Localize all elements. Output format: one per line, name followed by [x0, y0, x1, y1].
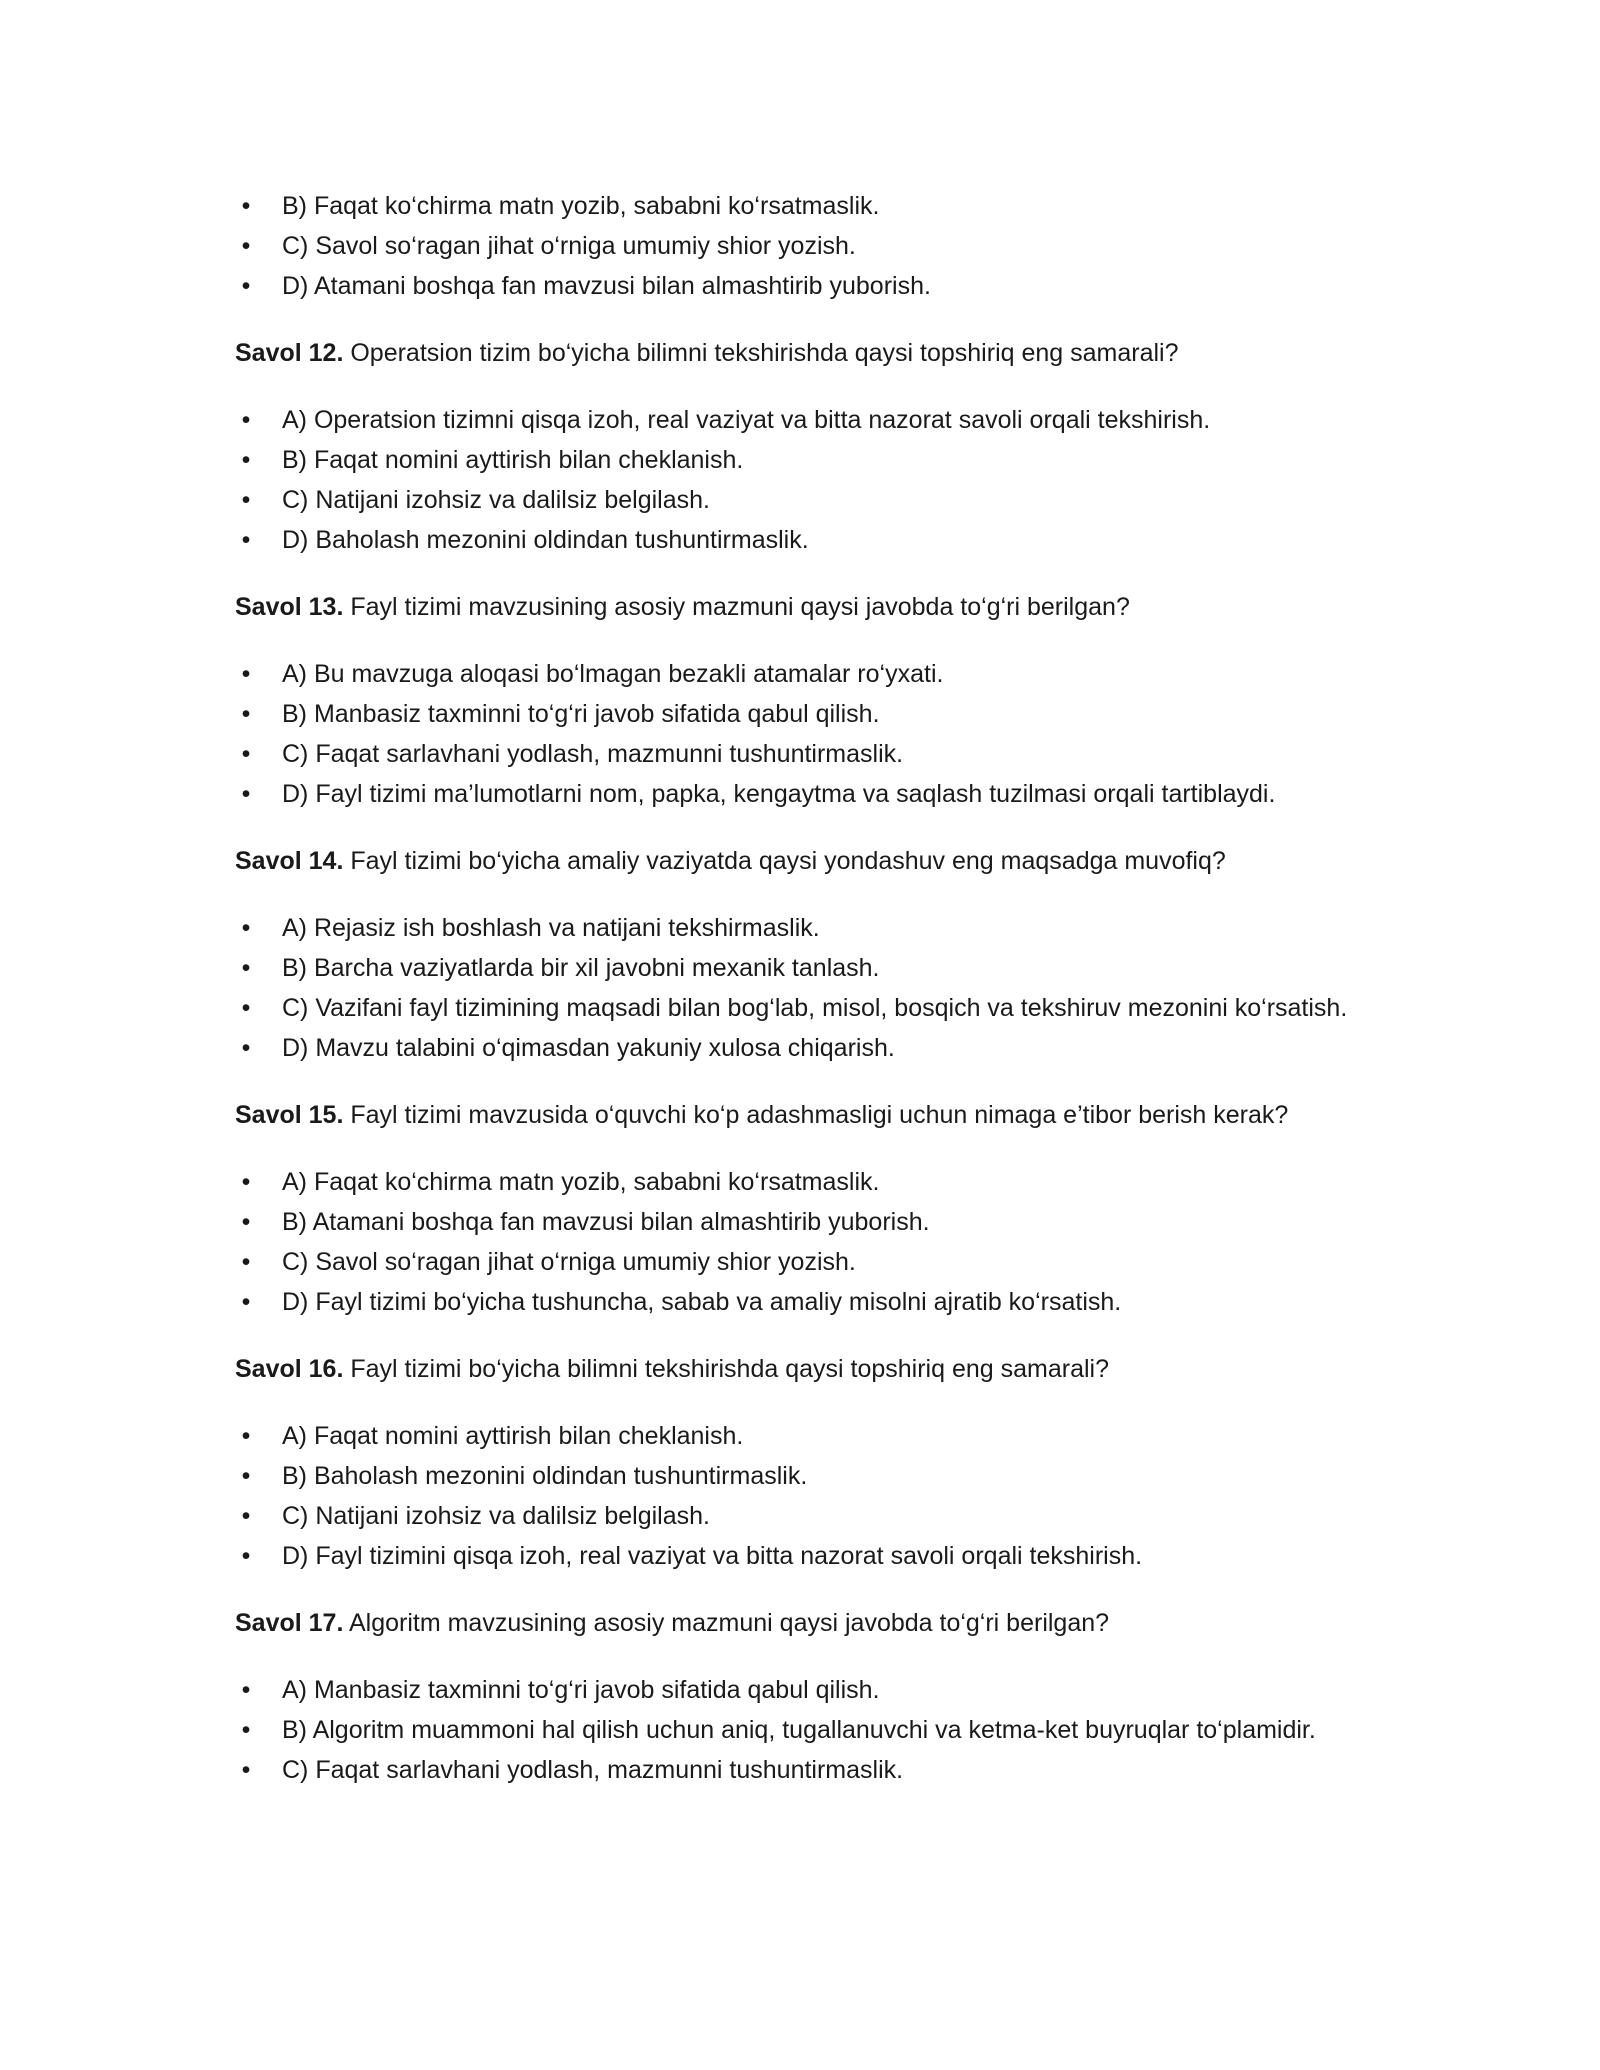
option-text: A) Faqat nomini ayttirish bilan cheklanish. — [282, 1422, 744, 1450]
bullet-icon: • — [241, 446, 251, 474]
option-text: C) Natijani izohsiz va dalilsiz belgilash. — [282, 486, 710, 514]
list-item — [235, 1750, 1365, 1790]
option-text: C) Savol so‘ragan jihat o‘rniga umumiy shior yozish. — [282, 232, 856, 260]
option-list — [235, 1162, 1365, 1322]
question-label: Savol 15. — [235, 1101, 344, 1129]
bullet-icon: • — [241, 1502, 251, 1530]
question-label: Savol 14. — [235, 847, 344, 875]
question-text: Fayl tizimi bo‘yicha amaliy vaziyatda qaysi yondashuv eng maqsadga muvofiq? — [343, 847, 1226, 875]
list-item — [235, 774, 1365, 814]
option-text: D) Fayl tizimini qisqa izoh, real vaziyat va bitta nazorat savoli orqali tekshirish. — [282, 1542, 1143, 1570]
list-item — [235, 266, 1365, 306]
question-17 — [235, 1603, 1365, 1643]
list-item — [235, 1496, 1365, 1536]
list-item — [235, 1456, 1365, 1496]
option-text: D) Baholash mezonini oldindan tushuntirmaslik. — [282, 526, 809, 554]
option-text: B) Faqat ko‘chirma matn yozib, sababni ko‘rsatmaslik. — [282, 192, 880, 220]
bullet-icon: • — [241, 994, 251, 1022]
bullet-icon: • — [241, 526, 251, 554]
option-list — [235, 400, 1365, 560]
question-label: Savol 12. — [235, 339, 344, 367]
question-text: Fayl tizimi bo‘yicha bilimni tekshirishda qaysi topshiriq eng samarali? — [343, 1355, 1109, 1383]
list-item — [235, 654, 1365, 694]
option-text: A) Rejasiz ish boshlash va natijani tekshirmaslik. — [282, 914, 820, 942]
bullet-icon: • — [241, 1288, 251, 1316]
option-text: B) Faqat nomini ayttirish bilan cheklanish. — [282, 446, 744, 474]
bullet-icon: • — [241, 1208, 251, 1236]
question-text: Fayl tizimi mavzusida o‘quvchi ko‘p adashmasligi uchun nimaga e’tibor berish kerak? — [343, 1101, 1289, 1129]
option-text: C) Vazifani fayl tizimining maqsadi bilan bog‘lab, misol, bosqich va tekshiruv mezonini ko‘rsatish. — [282, 994, 1348, 1022]
document-content — [235, 186, 1365, 1790]
list-item — [235, 1536, 1365, 1576]
list-item — [235, 226, 1365, 266]
option-list — [235, 908, 1365, 1068]
bullet-icon: • — [241, 660, 251, 688]
question-text: Algoritm mavzusining asosiy mazmuni qaysi javobda to‘g‘ri berilgan? — [343, 1609, 1110, 1637]
bullet-icon: • — [241, 1542, 251, 1570]
bullet-icon: • — [241, 1034, 251, 1062]
question-text: Operatsion tizim bo‘yicha bilimni tekshirishda qaysi topshiriq eng samarali? — [343, 339, 1179, 367]
bullet-icon: • — [241, 1168, 251, 1196]
list-item — [235, 988, 1365, 1028]
list-item — [235, 1202, 1365, 1242]
bullet-icon: • — [241, 486, 251, 514]
bullet-icon: • — [241, 1422, 251, 1450]
list-item — [235, 948, 1365, 988]
option-text: B) Manbasiz taxminni to‘g‘ri javob sifatida qabul qilish. — [282, 700, 880, 728]
option-text: A) Operatsion tizimni qisqa izoh, real vaziyat va bitta nazorat savoli orqali tekshirish. — [282, 406, 1211, 434]
option-list — [235, 1416, 1365, 1576]
list-item — [235, 1242, 1365, 1282]
option-text: C) Faqat sarlavhani yodlash, mazmunni tushuntirmaslik. — [282, 740, 904, 768]
option-text: D) Fayl tizimi bo‘yicha tushuncha, sabab va amaliy misolni ajratib ko‘rsatish. — [282, 1288, 1122, 1316]
list-item — [235, 440, 1365, 480]
bullet-icon: • — [241, 1676, 251, 1704]
question-13 — [235, 587, 1365, 627]
list-item — [235, 908, 1365, 948]
bullet-icon: • — [241, 740, 251, 768]
bullet-icon: • — [241, 1248, 251, 1276]
list-item — [235, 694, 1365, 734]
bullet-icon: • — [241, 1462, 251, 1490]
question-14 — [235, 841, 1365, 881]
bullet-icon: • — [241, 406, 251, 434]
option-text: B) Atamani boshqa fan mavzusi bilan almashtirib yuborish. — [282, 1208, 930, 1236]
question-text: Fayl tizimi mavzusining asosiy mazmuni qaysi javobda to‘g‘ri berilgan? — [343, 593, 1130, 621]
bullet-icon: • — [241, 272, 251, 300]
bullet-icon: • — [241, 1756, 251, 1784]
bullet-icon: • — [241, 232, 251, 260]
question-label: Savol 13. — [235, 593, 344, 621]
list-item — [235, 1710, 1365, 1750]
list-item — [235, 1028, 1365, 1068]
option-text: B) Algoritm muammoni hal qilish uchun aniq, tugallanuvchi va ketma-ket buyruqlar to‘plamidir. — [282, 1716, 1316, 1744]
question-12 — [235, 333, 1365, 373]
option-text: D) Fayl tizimi ma’lumotlarni nom, papka, kengaytma va saqlash tuzilmasi orqali tartiblaydi. — [282, 780, 1276, 808]
question-16 — [235, 1349, 1365, 1389]
list-item — [235, 1670, 1365, 1710]
option-text: B) Barcha vaziyatlarda bir xil javobni mexanik tanlash. — [282, 954, 880, 982]
list-item — [235, 1416, 1365, 1456]
list-item — [235, 400, 1365, 440]
question-15 — [235, 1095, 1365, 1135]
question-label: Savol 16. — [235, 1355, 344, 1383]
option-list-continued — [235, 186, 1365, 306]
option-text: D) Atamani boshqa fan mavzusi bilan almashtirib yuborish. — [282, 272, 931, 300]
option-list — [235, 1670, 1365, 1790]
bullet-icon: • — [241, 780, 251, 808]
list-item — [235, 520, 1365, 560]
option-text: A) Bu mavzuga aloqasi bo‘lmagan bezakli atamalar ro‘yxati. — [282, 660, 944, 688]
list-item — [235, 734, 1365, 774]
option-list — [235, 654, 1365, 814]
list-item — [235, 480, 1365, 520]
list-item — [235, 1162, 1365, 1202]
bullet-icon: • — [241, 192, 251, 220]
option-text: A) Manbasiz taxminni to‘g‘ri javob sifatida qabul qilish. — [282, 1676, 880, 1704]
list-item — [235, 186, 1365, 226]
bullet-icon: • — [241, 954, 251, 982]
option-text: B) Baholash mezonini oldindan tushuntirmaslik. — [282, 1462, 808, 1490]
bullet-icon: • — [241, 914, 251, 942]
option-text: C) Faqat sarlavhani yodlash, mazmunni tushuntirmaslik. — [282, 1756, 904, 1784]
question-label: Savol 17. — [235, 1609, 344, 1637]
option-text: C) Natijani izohsiz va dalilsiz belgilash. — [282, 1502, 710, 1530]
option-text: C) Savol so‘ragan jihat o‘rniga umumiy shior yozish. — [282, 1248, 856, 1276]
bullet-icon: • — [241, 1716, 251, 1744]
bullet-icon: • — [241, 700, 251, 728]
list-item — [235, 1282, 1365, 1322]
option-text: D) Mavzu talabini o‘qimasdan yakuniy xulosa chiqarish. — [282, 1034, 895, 1062]
option-text: A) Faqat ko‘chirma matn yozib, sababni ko‘rsatmaslik. — [282, 1168, 880, 1196]
